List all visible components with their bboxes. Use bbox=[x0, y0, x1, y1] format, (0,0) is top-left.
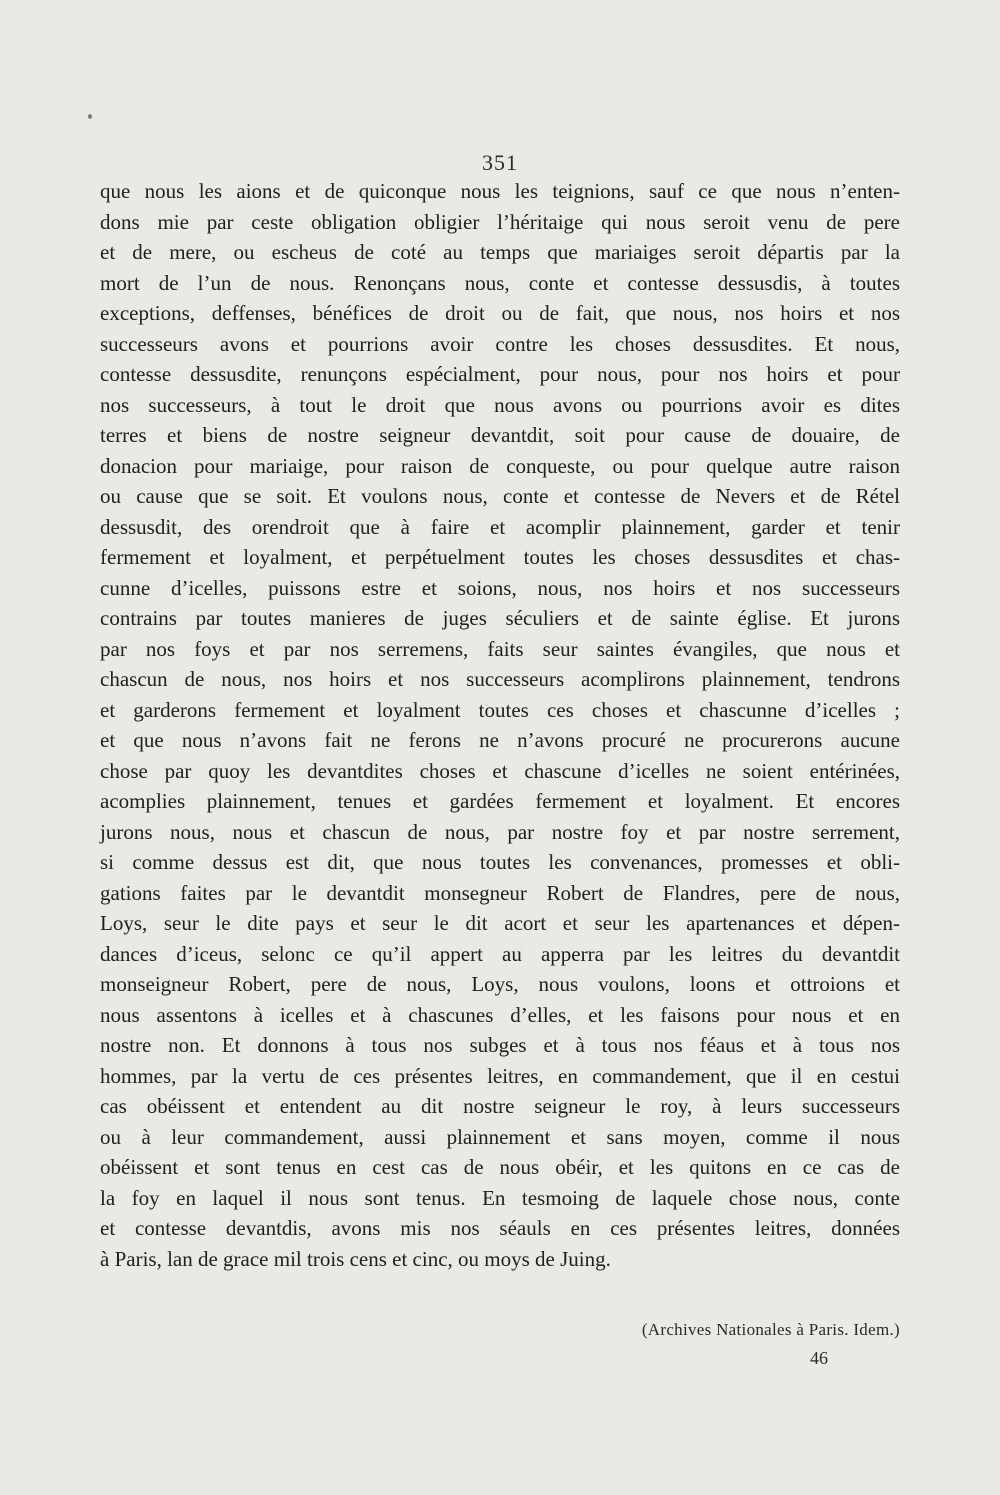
text-line: et garderons fermement et loyalment toutes ces choses et chascunne d’icelles ; bbox=[100, 697, 900, 722]
text-line: cas obéissent et entendent au dit nostre seigneur le roy, à leurs successeurs bbox=[100, 1094, 900, 1118]
page-number: 351 bbox=[482, 150, 518, 175]
text-line: dons mie par ceste obligation obligier l’héritaige qui nous seroit venu de pere bbox=[100, 209, 900, 234]
text-line: contesse dessusdite, renunçons espécialment, pour nous, pour nos hoirs et pour bbox=[100, 362, 900, 386]
archive-citation: (Archives Nationales à Paris. Idem.) bbox=[641, 1320, 900, 1339]
text-line: obéissent et sont tenus en cest cas de nous obéir, et les quitons en ce cas de bbox=[100, 1155, 900, 1179]
text-line: mort de l’un de nous. Renonçans nous, conte et contesse dessusdis, à toutes bbox=[100, 270, 900, 295]
text-line: et que nous n’avons fait ne ferons ne n’avons procuré ne procurerons aucune bbox=[100, 728, 900, 752]
text-line: si comme dessus est dit, que nous toutes les convenances, promesses et obli- bbox=[100, 850, 900, 874]
text-line: par nos foys et par nos serremens, faits seur saintes évangiles, que nous et bbox=[100, 636, 900, 661]
text-line: nos successeurs, à tout le droit que nous avons ou pourrions avoir es dites bbox=[100, 392, 900, 417]
text-line: contrains par toutes manieres de juges séculiers et de sainte église. Et jurons bbox=[100, 606, 900, 630]
text-line: ou cause que se soit. Et voulons nous, conte et contesse de Nevers et de Rétel bbox=[100, 484, 900, 508]
text-line: hommes, par la vertu de ces présentes leitres, en commandement, que il en cestui bbox=[100, 1063, 900, 1088]
text-line: acomplies plainnement, tenues et gardées fermement et loyalment. Et encores bbox=[100, 789, 900, 813]
signature-mark: 46 bbox=[810, 1348, 828, 1368]
text-line: jurons nous, nous et chascun de nous, par nostre foy et par nostre serrement, bbox=[100, 819, 900, 844]
text-line: fermement et loyalment, et perpétuelment toutes les choses dessusdites et chas- bbox=[100, 545, 900, 569]
text-line: chascun de nous, nos hoirs et nos successeurs acomplirons plainnement, tendrons bbox=[100, 667, 900, 691]
text-line: et de mere, ou escheus de coté au temps que mariaiges seroit départis par la bbox=[100, 240, 900, 264]
text-line: dances d’iceus, selonc ce qu’il appert au apperra par les leitres du devantdit bbox=[100, 941, 900, 966]
text-line: chose par quoy les devantdites choses et chascune d’icelles ne soient entérinées, bbox=[100, 758, 900, 783]
text-line: exceptions, deffenses, bénéfices de droit ou de fait, que nous, nos hoirs et nos bbox=[100, 301, 900, 325]
body-text bbox=[100, 176, 900, 1274]
text-line: et contesse devantdis, avons mis nos séauls en ces présentes leitres, données bbox=[100, 1216, 900, 1240]
text-line: la foy en laquel il nous sont tenus. En tesmoing de laquele chose nous, conte bbox=[100, 1185, 900, 1210]
text-line: dessusdit, des orendroit que à faire et acomplir plainnement, garder et tenir bbox=[100, 514, 900, 539]
paper-speck bbox=[88, 114, 92, 119]
text-line: Loys, seur le dite pays et seur le dit acort et seur les apartenances et dépen- bbox=[100, 911, 900, 935]
text-line: nostre non. Et donnons à tous nos subges et à tous nos féaus et à tous nos bbox=[100, 1033, 900, 1057]
text-line: donacion pour mariaige, pour raison de conqueste, ou pour quelque autre raison bbox=[100, 453, 900, 478]
text-line-last: à Paris, lan de grace mil trois cens et cinc, ou moys de Juing. bbox=[100, 1246, 611, 1271]
text-line: cunne d’icelles, puissons estre et soions, nous, nos hoirs et nos successeurs bbox=[100, 575, 900, 600]
text-line: que nous les aions et de quiconque nous les teignions, sauf ce que nous n’enten- bbox=[100, 179, 900, 203]
text-line: ou à leur commandement, aussi plainnement et sans moyen, comme il nous bbox=[100, 1124, 900, 1149]
text-line: nous assentons à icelles et à chascunes d’elles, et les faisons pour nous et en bbox=[100, 1002, 900, 1027]
text-line: gations faites par le devantdit monsegneur Robert de Flandres, pere de nous, bbox=[100, 880, 900, 905]
text-line: successeurs avons et pourrions avoir contre les choses dessusdites. Et nous, bbox=[100, 331, 900, 356]
text-line: monseigneur Robert, pere de nous, Loys, nous voulons, loons et ottroions et bbox=[100, 972, 900, 996]
text-line: terres et biens de nostre seigneur devantdit, soit pour cause de douaire, de bbox=[100, 423, 900, 447]
